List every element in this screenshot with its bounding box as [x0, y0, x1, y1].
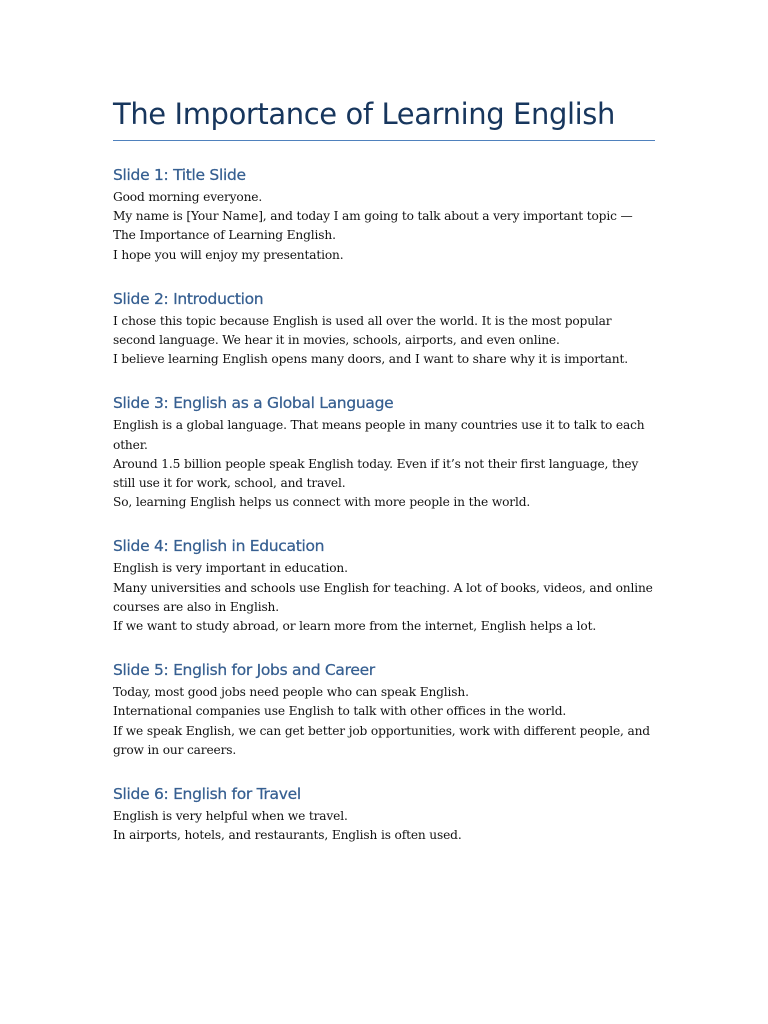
paragraph: English is very important in education. [113, 561, 348, 576]
paragraph: If we speak English, we can get better job opportunities, work with different people, and grow in our careers. [113, 723, 650, 757]
slide-heading: Slide 4: English in Education [113, 537, 325, 556]
slide-body [113, 559, 655, 636]
paragraph: English is a global language. That means people in many countries use it to talk to each other. [113, 418, 645, 452]
paragraph: I hope you will enjoy my presentation. [113, 247, 344, 262]
slide-body [113, 188, 655, 265]
slide-section-4 [113, 536, 655, 636]
paragraph: If we want to study abroad, or learn more from the internet, English helps a lot. [113, 619, 597, 634]
paragraph: My name is [Your Name], and today I am going to talk about a very important topic — The Importance of Learning English. [113, 209, 633, 243]
paragraph: In airports, hotels, and restaurants, English is often used. [113, 828, 462, 843]
paragraph: English is very helpful when we travel. [113, 809, 348, 824]
paragraph: Good morning everyone. [113, 190, 263, 204]
slide-heading: Slide 3: English as a Global Language [113, 394, 394, 413]
paragraph: Around 1.5 billion people speak English today. Even if it’s not their first language, they still use it for work, school, and travel. [113, 456, 639, 491]
document-page [113, 96, 655, 845]
slide-section-1 [113, 165, 655, 265]
slide-section-3 [113, 393, 655, 512]
slide-body [113, 807, 655, 845]
paragraph: I chose this topic because English is used all over the world. It is the most popular second language. We hear it in movies, schools, airports, and even online. [113, 313, 612, 348]
slide-section-6 [113, 784, 655, 845]
paragraph: Many universities and schools use English for teaching. A lot of books, videos, and online courses are also in English. [113, 580, 653, 614]
slide-body [113, 416, 655, 512]
paragraph: Today, most good jobs need people who can speak English. [113, 685, 469, 700]
slide-heading: Slide 5: English for Jobs and Career [113, 661, 375, 680]
paragraph: So, learning English helps us connect with more people in the world. [113, 495, 531, 510]
slide-section-2 [113, 289, 655, 370]
slide-body [113, 312, 655, 370]
document-title: The Importance of Learning English [113, 96, 655, 141]
slide-heading: Slide 2: Introduction [113, 289, 264, 308]
slide-body [113, 683, 655, 760]
paragraph: International companies use English to talk with other offices in the world. [113, 704, 567, 719]
slide-heading: Slide 1: Title Slide [113, 166, 246, 184]
slide-section-5 [113, 660, 655, 760]
slide-heading: Slide 6: English for Travel [113, 785, 301, 804]
paragraph: I believe learning English opens many doors, and I want to share why it is important. [113, 352, 628, 367]
